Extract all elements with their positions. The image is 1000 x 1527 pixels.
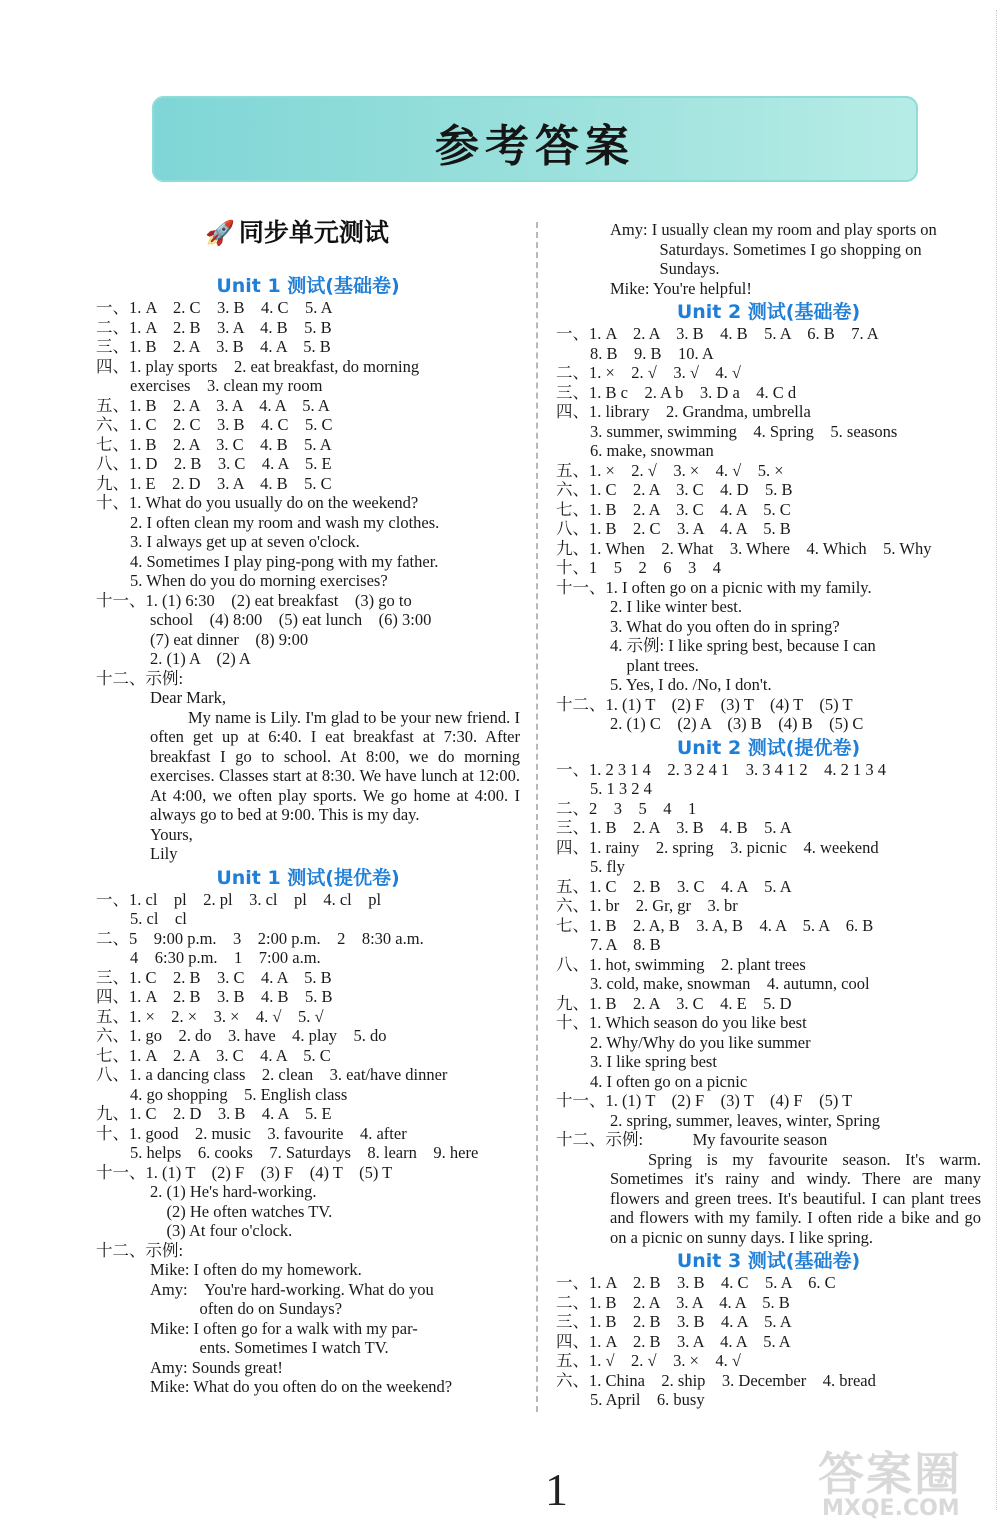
answer-line: 2. (1) A (2) A	[150, 649, 251, 668]
answer-line: 5. fly	[590, 857, 625, 876]
answer-line: 五、1. × 2. √ 3. × 4. √ 5. ×	[556, 460, 784, 480]
column-divider	[536, 222, 538, 1412]
answer-line: 七、1. A 2. A 3. C 4. A 5. C	[96, 1045, 331, 1065]
answer-line: 十二、示例:	[96, 1240, 184, 1260]
answer-line: often do on Sundays?	[150, 1299, 343, 1318]
answer-line: 二、1. A 2. B 3. A 4. B 5. B	[96, 317, 332, 337]
answer-line: 七、1. B 2. A 3. C 4. A 5. C	[556, 499, 791, 519]
answer-line: 三、1. C 2. B 3. C 4. A 5. B	[96, 967, 332, 987]
answer-column-left	[96, 272, 520, 1397]
sample-paragraph: Spring is my favourite season. It's warm. Sometimes it's rainy and windy. There are many flowers and green trees. It's beautiful. I can plant trees and flowers with my family. I often ride a bike and go on a picnic on sunny days. I like spring.	[610, 1149, 981, 1247]
answer-line: 2. (1) He's hard-working.	[150, 1182, 317, 1201]
answer-line: 三、1. B 2. A 3. B 4. A 5. B	[96, 337, 331, 356]
answer-line: 八、1. hot, swimming 2. plant trees	[556, 954, 806, 974]
answer-line: (2) He often watches TV.	[150, 1201, 333, 1221]
answer-line: 2. I often clean my room and wash my clothes.	[130, 512, 440, 532]
answer-line: 一、1. cl pl 2. pl 3. cl pl 4. cl pl	[96, 889, 382, 909]
answer-line: Amy: You're hard-working. What do you	[150, 1279, 434, 1299]
watermark-url: MXQE.COM	[822, 1496, 960, 1521]
answer-line: Mike: You're helpful!	[610, 278, 752, 298]
sample-paragraph: My name is Lily. I'm glad to be your new friend. I often get up at 6:40. I eat breakfast at 7:30. After breakfast I go to school. At 8:00, we do morning exercises. Classes start at 8:30. We have lunch at 12:00. At 4:00, we often play sports. We go home at 4:00. I always go to bed at 9:00. This is my day.	[150, 707, 520, 824]
answer-line: 4. I often go on a picnic	[590, 1071, 748, 1091]
answer-line: 三、1. B 2. A 3. B 4. B 5. A	[556, 818, 792, 837]
answer-line: 六、1. C 2. C 3. B 4. C 5. C	[96, 415, 333, 434]
answer-line: 十一、1. (1) T (2) F (3) T (4) F (5) T	[556, 1091, 853, 1110]
answer-line: 三、1. B c 2. A b 3. D a 4. C d	[556, 382, 797, 402]
answer-line: 3. What do you often do in spring?	[610, 616, 840, 636]
answer-line: 3. I always get up at seven o'clock.	[130, 532, 360, 551]
answer-line: 六、1. go 2. do 3. have 4. play 5. do	[96, 1026, 387, 1045]
answer-line: 4. go shopping 5. English class	[130, 1084, 348, 1104]
answer-line: exercises 3. clean my room	[130, 376, 323, 395]
answer-line: 2. (1) C (2) A (3) B (4) B (5) C	[610, 714, 864, 733]
answer-line: 十、1. What do you usually do on the weekend?	[96, 493, 419, 512]
answer-line: 4. Sometimes I play ping-pong with my father.	[130, 551, 439, 571]
answer-line: 6. make, snowman	[590, 441, 714, 460]
answer-line: 4 6:30 p.m. 1 7:00 a.m.	[130, 948, 321, 967]
answer-line: Mike: What do you often do on the weekend?	[150, 1377, 453, 1396]
answer-line: 十、1 5 2 6 3 4	[556, 558, 721, 577]
section-title	[205, 213, 389, 249]
answer-line: school (4) 8:00 (5) eat lunch (6) 3:00	[150, 610, 432, 629]
answer-line: 三、1. B 2. B 3. B 4. A 5. A	[556, 1312, 792, 1331]
page-number: 1	[545, 1464, 568, 1515]
answer-line: 四、1. A 2. B 3. B 4. B 5. B	[96, 987, 333, 1006]
page-edge	[996, 10, 997, 1510]
answer-column-right	[556, 220, 981, 1410]
watermark-logo: 答案圈	[818, 1447, 962, 1501]
answer-line: (7) eat dinner (8) 9:00	[150, 629, 309, 649]
answer-line: 六、1. C 2. A 3. C 4. D 5. B	[556, 480, 793, 499]
answer-line: 5. 1 3 2 4	[590, 779, 652, 798]
answer-line: 一、1. A 2. C 3. B 4. C 5. A	[96, 298, 333, 317]
answer-line: 十一、1. (1) T (2) F (3) F (4) T (5) T	[96, 1162, 393, 1182]
answer-line: 十二、1. (1) T (2) F (3) T (4) T (5) T	[556, 694, 853, 714]
answer-line: 二、1. B 2. A 3. A 4. A 5. B	[556, 1292, 790, 1312]
answer-line: 2. I like winter best.	[610, 597, 742, 616]
answer-line: ents. Sometimes I watch TV.	[150, 1338, 389, 1357]
answer-line: 七、1. B 2. A 3. C 4. B 5. A	[96, 434, 332, 454]
answer-line: 八、1. B 2. C 3. A 4. A 5. B	[556, 519, 791, 538]
answer-line: Yours,	[150, 824, 193, 844]
answer-line: 5. When do you do morning exercises?	[130, 571, 388, 590]
answer-line: 5. Yes, I do. /No, I don't.	[610, 675, 772, 694]
answer-line: 8. B 9. B 10. A	[590, 343, 714, 363]
answer-line: 四、1. A 2. B 3. A 4. A 5. A	[556, 1331, 791, 1351]
answer-line: 九、1. E 2. D 3. A 4. B 5. C	[96, 473, 332, 493]
answer-line: 五、1. B 2. A 3. A 4. A 5. A	[96, 395, 330, 415]
answer-line: 四、1. rainy 2. spring 3. picnic 4. weekend	[556, 837, 879, 857]
answer-line: 五、1. C 2. B 3. C 4. A 5. A	[556, 876, 792, 896]
answer-line: 六、1. br 2. Gr, gr 3. br	[556, 896, 738, 915]
answer-line: 九、1. C 2. D 3. B 4. A 5. E	[96, 1104, 332, 1123]
unit-heading: Unit 1 测试(基础卷)	[216, 275, 400, 297]
answer-line: 十、1. good 2. music 3. favourite 4. after	[96, 1123, 407, 1143]
answer-line: 二、1. × 2. √ 3. √ 4. √	[556, 363, 741, 382]
answer-line: 十一、1. I often go on a picnic with my family.	[556, 577, 872, 597]
answer-line: 一、1. A 2. A 3. B 4. B 5. A 6. B 7. A	[556, 324, 879, 343]
answer-line: 2. Why/Why do you like summer	[590, 1032, 811, 1052]
answer-line: 十一、1. (1) 6:30 (2) eat breakfast (3) go to	[96, 590, 412, 610]
answer-line: Mike: I often do my homework.	[150, 1260, 362, 1279]
answer-line: 八、1. a dancing class 2. clean 3. eat/have dinner	[96, 1065, 448, 1084]
answer-line: Sundays.	[610, 259, 720, 278]
answer-line: 一、1. 2 3 1 4 2. 3 2 4 1 3. 3 4 1 2 4. 2 1 3 4	[556, 759, 886, 779]
answer-line: (3) At four o'clock.	[150, 1221, 293, 1240]
answer-line: Dear Mark,	[150, 688, 227, 707]
answer-line: 十二、示例: My favourite season	[556, 1130, 828, 1149]
answer-line: Amy: Sounds great!	[150, 1357, 283, 1377]
unit-heading: Unit 1 测试(提优卷)	[216, 866, 400, 889]
answer-line: 五、1. √ 2. √ 3. × 4. √	[556, 1351, 741, 1370]
header-banner	[152, 96, 918, 182]
answer-line: 四、1. play sports 2. eat breakfast, do morning	[96, 356, 420, 376]
answer-line: 3. cold, make, snowman 4. autumn, cool	[590, 974, 870, 993]
answer-line: 七、1. B 2. A, B 3. A, B 4. A 5. A 6. B	[556, 915, 874, 935]
answer-line: 二、5 9:00 p.m. 3 2:00 p.m. 2 8:30 a.m.	[96, 928, 424, 948]
section-title-text: 同步单元测试	[238, 218, 389, 247]
rocket-icon: 🚀	[205, 219, 235, 247]
answer-line: 5. April 6. busy	[590, 1390, 705, 1409]
answer-line: Amy: I usually clean my room and play sports on	[610, 220, 937, 239]
answer-line: 八、1. D 2. B 3. C 4. A 5. E	[96, 454, 332, 473]
answer-line: plant trees.	[610, 655, 699, 675]
answer-line: 二、2 3 5 4 1	[556, 798, 697, 818]
answer-line: 四、1. library 2. Grandma, umbrella	[556, 402, 811, 421]
answer-line: 六、1. China 2. ship 3. December 4. bread	[556, 1370, 876, 1390]
answer-line: 3. I like spring best	[590, 1052, 717, 1071]
answer-line: 7. A 8. B	[590, 935, 661, 954]
answer-line: Lily	[150, 844, 178, 863]
answer-line: 5. helps 6. cooks 7. Saturdays 8. learn 9. here	[130, 1143, 479, 1162]
answer-line: 十、1. Which season do you like best	[556, 1013, 807, 1032]
answer-line: Mike: I often go for a walk with my par-	[150, 1318, 418, 1338]
page-title: 参考答案	[435, 121, 635, 172]
answer-line: 五、1. × 2. × 3. × 4. √ 5. √	[96, 1006, 324, 1026]
answer-line: 九、1. B 2. A 3. C 4. E 5. D	[556, 993, 792, 1013]
answer-line: 一、1. A 2. B 3. B 4. C 5. A 6. C	[556, 1273, 836, 1292]
answer-line: 十二、示例:	[96, 668, 184, 688]
answer-line: 5. cl cl	[130, 909, 187, 928]
unit-heading: Unit 3 测试(基础卷)	[676, 1250, 861, 1272]
answer-line: 2. spring, summer, leaves, winter, Spring	[610, 1110, 880, 1130]
answer-line: 4. 示例: I like spring best, because I can	[610, 636, 876, 655]
answer-line: 3. summer, swimming 4. Spring 5. seasons	[590, 421, 898, 441]
answer-line: Saturdays. Sometimes I go shopping on	[610, 239, 922, 259]
unit-heading: Unit 2 测试(基础卷)	[676, 301, 861, 323]
unit-heading: Unit 2 测试(提优卷)	[676, 736, 861, 759]
answer-line: 九、1. When 2. What 3. Where 4. Which 5. Why	[556, 538, 932, 558]
